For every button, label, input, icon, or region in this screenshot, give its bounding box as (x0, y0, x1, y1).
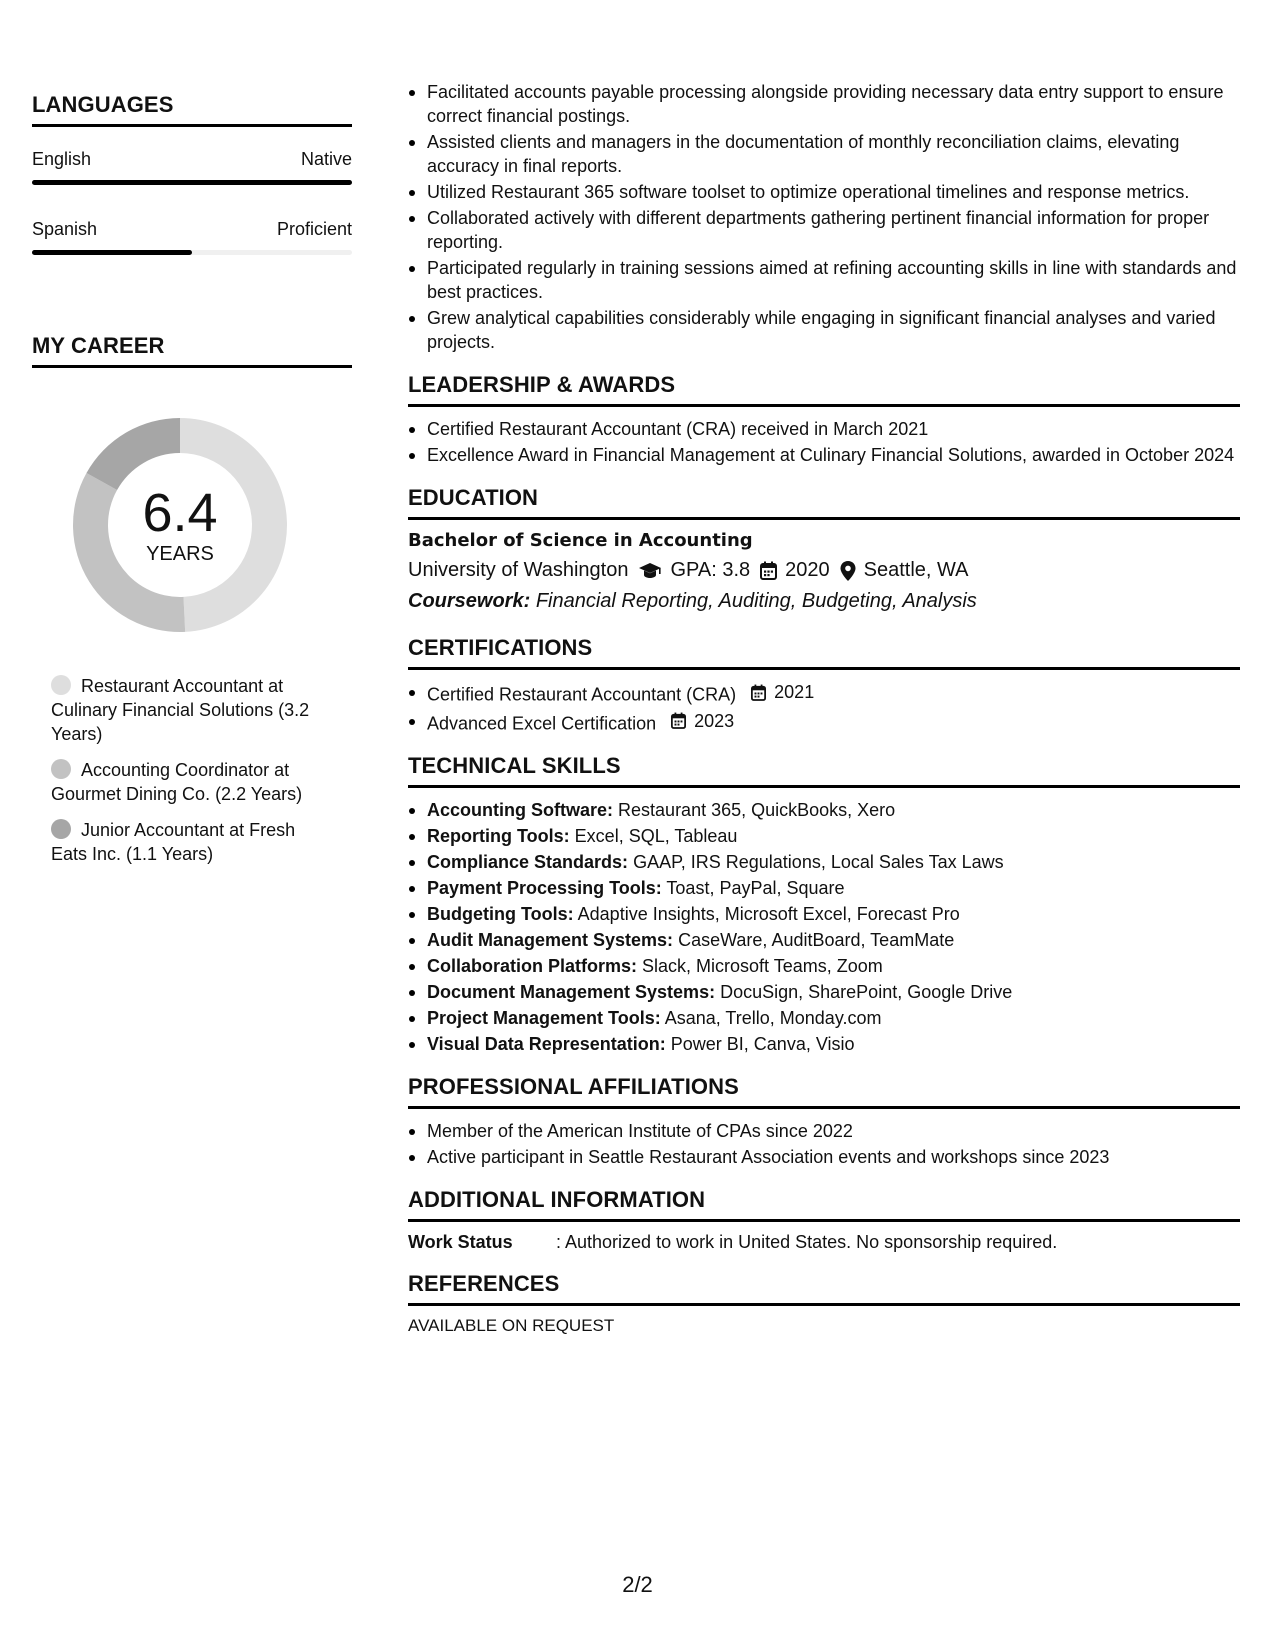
location-pin-icon (840, 561, 856, 581)
career-total-unit: YEARS (146, 542, 214, 565)
language-level: Proficient (276, 219, 352, 239)
list-item (408, 824, 1240, 848)
references-text: AVAILABLE ON REQUEST (408, 1316, 615, 1335)
experience-bullets (408, 80, 1240, 354)
skill-values: Toast, PayPal, Square (666, 878, 845, 898)
leadership-section (408, 372, 1240, 467)
right-column (408, 80, 1240, 1336)
coursework (408, 590, 1240, 613)
list-item: Active participant in Seattle Restaurant Association events and workshops since 2023 (408, 1145, 1240, 1169)
list-item (408, 1032, 1240, 1056)
school-name: University of Washington (408, 559, 629, 581)
list-item (408, 954, 1240, 978)
list-item: Member of the American Institute of CPAs since 2022 (408, 1119, 1240, 1143)
degree-title: Bachelor of Science in Accounting (408, 530, 753, 551)
certification-date (671, 709, 734, 733)
coursework-label: Coursework: (408, 590, 531, 612)
skill-category: Reporting Tools: (427, 826, 570, 846)
language-level: Native (300, 149, 352, 169)
references-heading: REFERENCES (408, 1271, 1240, 1306)
calendar-icon (760, 561, 777, 580)
left-column (32, 92, 352, 878)
education-section (408, 485, 1240, 613)
skills-list (408, 798, 1240, 1056)
career-section (32, 333, 352, 866)
skill-category: Document Management Systems: (427, 982, 716, 1002)
list-item: Participated regularly in training sessions aimed at refining accounting skills in line with standards and best practices. (408, 256, 1240, 304)
school-location: Seattle, WA (863, 559, 969, 581)
donut-center (67, 412, 293, 638)
career-legend (32, 674, 322, 866)
legend-label: Junior Accountant at Fresh Eats Inc. (1.1 Years) (51, 820, 296, 864)
career-donut-chart (67, 412, 293, 638)
skill-category: Budgeting Tools: (427, 904, 574, 924)
language-name: Spanish (32, 219, 98, 239)
skill-values: Excel, SQL, Tableau (574, 826, 738, 846)
skill-values: GAAP, IRS Regulations, Local Sales Tax Laws (633, 852, 1004, 872)
list-item (408, 928, 1240, 952)
leadership-list (408, 417, 1240, 467)
skill-category: Project Management Tools: (427, 1008, 661, 1028)
skill-category: Audit Management Systems: (427, 930, 674, 950)
language-name: English (32, 149, 92, 169)
list-item: Facilitated accounts payable processing alongside providing necessary data entry support to ensure correct financial postings. (408, 80, 1240, 128)
legend-item (51, 674, 322, 746)
legend-item (51, 758, 322, 806)
list-item (408, 980, 1240, 1004)
list-item (408, 850, 1240, 874)
legend-swatch (51, 759, 71, 779)
list-item (408, 902, 1240, 926)
work-status-value: : Authorized to work in United States. No sponsorship required. (556, 1232, 1058, 1252)
list-item (408, 876, 1240, 900)
language-row (32, 149, 352, 170)
list-item (408, 680, 1240, 707)
languages-heading: LANGUAGES (32, 92, 352, 127)
coursework-list: Financial Reporting, Auditing, Budgeting, Analysis (535, 590, 977, 612)
skill-category: Payment Processing Tools: (427, 878, 662, 898)
references-section (408, 1271, 1240, 1336)
work-status-label: Work Status (408, 1232, 513, 1252)
leadership-heading: LEADERSHIP & AWARDS (408, 372, 1240, 407)
graduation-cap-icon (638, 562, 662, 580)
certification-name: Advanced Excel Certification (427, 713, 657, 733)
affiliations-list (408, 1119, 1240, 1169)
work-status-row (408, 1232, 1240, 1253)
legend-item (51, 818, 322, 866)
list-item: Grew analytical capabilities considerably while engaging in significant financial analyses and varied projects. (408, 306, 1240, 354)
skill-category: Compliance Standards: (427, 852, 629, 872)
language-proficiency-fill (32, 180, 352, 185)
legend-swatch (51, 675, 71, 695)
skill-category: Accounting Software: (427, 800, 614, 820)
additional-info-heading: ADDITIONAL INFORMATION (408, 1187, 1240, 1222)
list-item: Utilized Restaurant 365 software toolset to optimize operational timelines and response metrics. (408, 180, 1240, 204)
legend-label: Restaurant Accountant at Culinary Financial Solutions (3.2 Years) (51, 676, 310, 744)
skills-heading: TECHNICAL SKILLS (408, 753, 1240, 788)
certification-name: Certified Restaurant Accountant (CRA) (427, 684, 737, 705)
skill-values: Slack, Microsoft Teams, Zoom (642, 956, 883, 976)
skill-values: Restaurant 365, QuickBooks, Xero (618, 800, 896, 820)
certification-year: 2023 (694, 710, 735, 731)
legend-swatch (51, 819, 71, 839)
skill-values: CaseWare, AuditBoard, TeamMate (678, 930, 955, 950)
career-total-years: 6.4 (142, 482, 218, 543)
list-item: Certified Restaurant Accountant (CRA) received in March 2021 (408, 417, 1240, 441)
additional-info-section (408, 1187, 1240, 1253)
languages-section (32, 92, 352, 255)
page-number: 2/2 (622, 1572, 653, 1597)
graduation-year: 2020 (785, 559, 830, 581)
certification-date (751, 680, 814, 704)
gpa-text: GPA: 3.8 (670, 559, 751, 581)
education-details (408, 559, 1240, 582)
career-heading: MY CAREER (32, 333, 352, 368)
language-proficiency-bar (32, 180, 352, 185)
language-row (32, 219, 352, 240)
list-item (408, 798, 1240, 822)
education-heading: EDUCATION (408, 485, 1240, 520)
calendar-icon (671, 712, 690, 729)
legend-label: Accounting Coordinator at Gourmet Dining Co. (2.2 Years) (51, 760, 303, 804)
affiliations-heading: PROFESSIONAL AFFILIATIONS (408, 1074, 1240, 1109)
certifications-heading: CERTIFICATIONS (408, 635, 1240, 670)
language-proficiency-fill (32, 250, 192, 255)
skill-values: Asana, Trello, Monday.com (664, 1008, 882, 1028)
list-item: Excellence Award in Financial Management at Culinary Financial Solutions, awarded in October 2024 (408, 443, 1240, 467)
skill-values: Power BI, Canva, Visio (670, 1034, 855, 1054)
calendar-icon (751, 684, 770, 701)
certifications-section (408, 635, 1240, 735)
list-item (408, 709, 1240, 736)
certification-year: 2021 (774, 682, 815, 702)
skill-values: Adaptive Insights, Microsoft Excel, Forecast Pro (577, 904, 960, 924)
skills-section (408, 753, 1240, 1056)
skill-category: Visual Data Representation: (427, 1034, 666, 1054)
list-item: Collaborated actively with different departments gathering pertinent financial information for proper reporting. (408, 206, 1240, 254)
skill-values: DocuSign, SharePoint, Google Drive (720, 982, 1013, 1002)
language-proficiency-bar (32, 250, 352, 255)
list-item: Assisted clients and managers in the documentation of monthly reconciliation claims, elevating accuracy in final reports. (408, 130, 1240, 178)
list-item (408, 1006, 1240, 1030)
affiliations-section (408, 1074, 1240, 1169)
certifications-list (408, 680, 1240, 735)
skill-category: Collaboration Platforms: (427, 956, 638, 976)
